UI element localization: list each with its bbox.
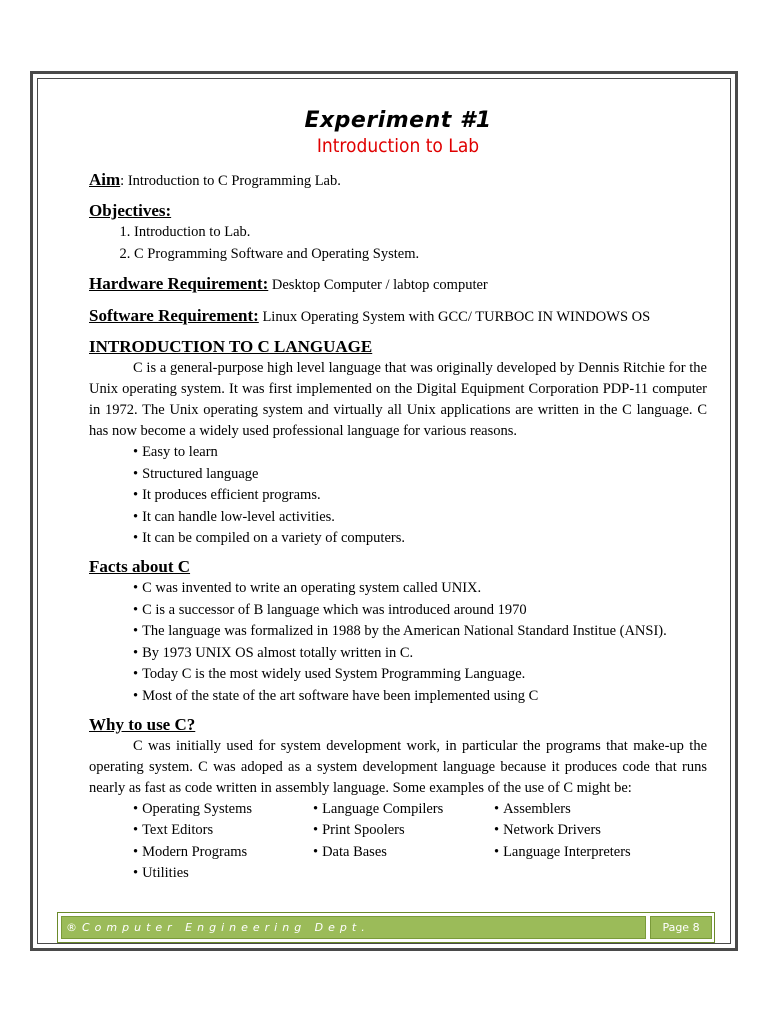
list-item: • C is a successor of B language which was introduced around 1970: [133, 600, 707, 622]
list-item: • Structured language: [133, 464, 707, 486]
examples-grid: [89, 799, 707, 885]
software-text: Linux Operating System with GCC/ TURBOC IN WINDOWS OS: [258, 309, 651, 325]
list-item: • It produces efficient programs.: [133, 485, 707, 507]
software-label: Software Requirement:: [89, 306, 259, 325]
facts-heading: Facts about C: [89, 556, 191, 576]
list-item: • Data Bases: [313, 842, 494, 864]
list-item: • Network Drivers: [494, 820, 644, 842]
objectives-heading: Objectives:: [89, 201, 172, 220]
list-item: • It can be compiled on a variety of computers.: [133, 528, 707, 550]
why-paragraph: C was initially used for system development work, in particular the programs that make-up the operating system. C was adoped as a system development language because it produces code that runs nearly as fast as code written in assembly language. Some examples of the use of C might be:: [89, 737, 707, 796]
list-item: • By 1973 UNIX OS almost totally written in C.: [133, 643, 707, 665]
list-item: • Easy to learn: [133, 442, 707, 464]
list-item: • Operating Systems: [133, 799, 313, 821]
hardware-text: Desktop Computer / labtop computer: [268, 277, 488, 293]
page-subtitle: Introduction to Lab: [316, 135, 480, 157]
list-item: • Most of the state of the art software have been implemented using C: [133, 686, 707, 708]
list-item: • Assemblers: [494, 799, 644, 821]
software-line: [89, 305, 707, 328]
facts-bullets: [89, 578, 707, 708]
list-item: • Language Compilers: [313, 799, 494, 821]
document-body: [89, 108, 707, 885]
list-item: • The language was formalized in 1988 by the American National Standard Institue (ANSI).: [133, 621, 707, 643]
page-footer: [57, 912, 715, 943]
intro-bullets: [89, 442, 707, 550]
footer-page-number: Page 8: [650, 916, 712, 939]
intro-heading: INTRODUCTION TO C LANGUAGE: [89, 337, 373, 356]
list-item: • Text Editors: [133, 820, 313, 842]
list-item: 1. Introduction to Lab.: [134, 222, 707, 244]
aim-text: : Introduction to C Programming Lab.: [120, 173, 341, 189]
list-item: • Today C is the most widely used System Programming Language.: [133, 664, 707, 686]
page-title: Experiment #1: [304, 108, 492, 133]
aim-line: [89, 169, 707, 192]
list-item: • Print Spoolers: [313, 820, 494, 842]
list-item: • Language Interpreters: [494, 842, 644, 864]
objectives-list: [89, 222, 707, 265]
hardware-label: Hardware Requirement:: [89, 274, 269, 293]
aim-label: Aim: [89, 170, 121, 189]
list-item: • Utilities: [133, 863, 313, 885]
list-item: 2. C Programming Software and Operating System.: [134, 244, 707, 266]
footer-department: ®Computer Engineering Dept.: [61, 916, 646, 939]
intro-paragraph: C is a general-purpose high level language that was originally developed by Dennis Ritchie for the Unix operating system. It was first implemented on the Digital Equipment Corporation PDP-11 computer in 1972. The Unix operating system and virtually all Unix applications are written in the C language. C has now become a widely used professional language for various reasons.: [89, 360, 707, 439]
list-item: • It can handle low-level activities.: [133, 507, 707, 529]
why-heading: Why to use C?: [89, 714, 196, 734]
list-item: • C was invented to write an operating system called UNIX.: [133, 578, 707, 600]
hardware-line: [89, 273, 707, 296]
list-item: • Modern Programs: [133, 842, 313, 864]
